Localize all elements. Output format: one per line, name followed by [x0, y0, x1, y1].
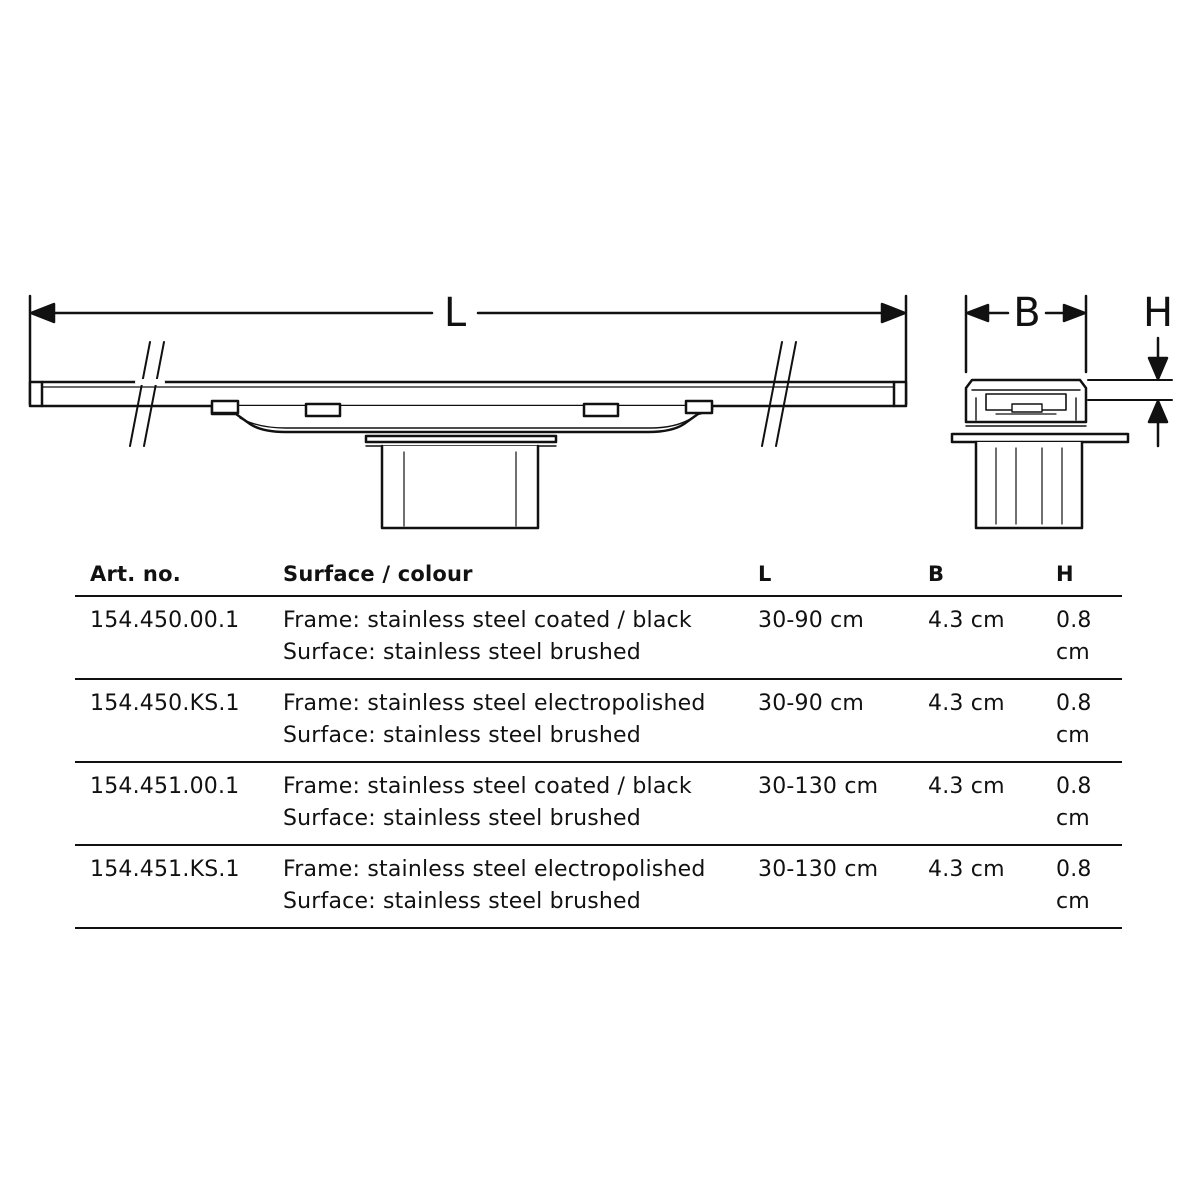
- cell-art-no: 154.450.00.1: [75, 596, 283, 679]
- cell-height: 0.8 cm: [1056, 762, 1122, 845]
- surface-text: Surface: stainless steel brushed: [283, 723, 641, 748]
- header-height: H: [1056, 552, 1122, 596]
- cell-art-no: 154.450.KS.1: [75, 679, 283, 762]
- cell-width: 4.3 cm: [928, 762, 1056, 845]
- article-table: [75, 552, 1122, 929]
- table-row: [75, 845, 1122, 928]
- cell-surface: [283, 679, 758, 762]
- surface-text: Surface: stainless steel brushed: [283, 806, 641, 831]
- height-dimension: [1088, 338, 1172, 446]
- length-label: L: [443, 290, 467, 336]
- cell-length: 30-130 cm: [758, 845, 928, 928]
- frame-text: Frame: stainless steel electropolished: [283, 691, 706, 716]
- cell-art-no: 154.451.KS.1: [75, 845, 283, 928]
- height-label: H: [1142, 290, 1174, 336]
- cell-length: 30-90 cm: [758, 596, 928, 679]
- cell-surface: [283, 762, 758, 845]
- table-row: [75, 762, 1122, 845]
- width-label: B: [1013, 290, 1041, 336]
- cell-width: 4.3 cm: [928, 679, 1056, 762]
- header-length: L: [758, 552, 928, 596]
- frame-text: Frame: stainless steel electropolished: [283, 857, 706, 882]
- header-art-no: Art. no.: [75, 552, 283, 596]
- cell-height: 0.8 cm: [1056, 679, 1122, 762]
- cell-art-no: 154.451.00.1: [75, 762, 283, 845]
- table-header-row: [75, 552, 1122, 596]
- drain-end-view: [952, 380, 1128, 528]
- cell-width: 4.3 cm: [928, 596, 1056, 679]
- frame-text: Frame: stainless steel coated / black: [283, 608, 692, 633]
- table-row: [75, 596, 1122, 679]
- header-surface: Surface / colour: [283, 552, 758, 596]
- cell-length: 30-90 cm: [758, 679, 928, 762]
- drain-side-view: [30, 342, 906, 528]
- surface-text: Surface: stainless steel brushed: [283, 640, 641, 665]
- cell-height: 0.8 cm: [1056, 845, 1122, 928]
- cell-height: 0.8 cm: [1056, 596, 1122, 679]
- cell-length: 30-130 cm: [758, 762, 928, 845]
- technical-drawing: [0, 0, 1200, 560]
- cell-width: 4.3 cm: [928, 845, 1056, 928]
- surface-text: Surface: stainless steel brushed: [283, 889, 641, 914]
- table-row: [75, 679, 1122, 762]
- cell-surface: [283, 596, 758, 679]
- cell-surface: [283, 845, 758, 928]
- header-width: B: [928, 552, 1056, 596]
- frame-text: Frame: stainless steel coated / black: [283, 774, 692, 799]
